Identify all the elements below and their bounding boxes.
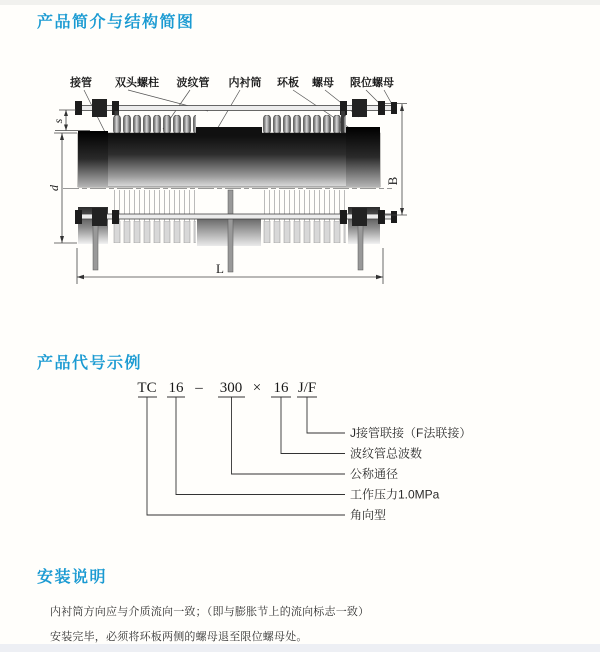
- label-nut: 螺母: [312, 77, 334, 89]
- label-liner: 内衬筒: [228, 77, 262, 89]
- upper-shell: [78, 127, 380, 187]
- label-ring-plate: 环板: [277, 77, 299, 89]
- dim-label-L: L: [216, 261, 224, 276]
- bellows-right-group: [262, 115, 346, 134]
- code-segment-dn: 300: [219, 380, 243, 396]
- label-limit-nut: 限位螺母: [350, 77, 394, 89]
- install-instruction-line-1: 内衬筒方向应与介质流向一致；（即与膨胀节上的流向标志一致）: [50, 606, 370, 618]
- dimension-s: [51, 110, 90, 131]
- label-bellows: 波纹管: [176, 77, 210, 89]
- callout-connection: J接管联接（F法联接）: [350, 426, 472, 440]
- dimension-B: [384, 104, 407, 215]
- code-separator-dash: –: [195, 380, 203, 396]
- code-segment-type: TC: [137, 380, 157, 396]
- section-title-code: 产品代号示例: [37, 355, 143, 372]
- code-callout-lines: [138, 397, 345, 515]
- page-bottom-edge: [0, 644, 600, 652]
- bellows-left-group: [112, 115, 196, 134]
- dim-label-s: s: [51, 118, 65, 124]
- label-connecting-pipe: 接管: [70, 77, 92, 89]
- lower-section: [78, 190, 380, 272]
- section-title-install: 安装说明: [37, 569, 108, 586]
- code-segment-waves: 16: [273, 380, 289, 396]
- callout-angular-type: 角向型: [350, 508, 387, 522]
- label-stud: 双头螺柱: [115, 77, 159, 89]
- product-code-diagram: [0, 370, 600, 535]
- callout-working-pressure: 工作压力1.0MPa: [350, 487, 440, 502]
- code-segment-connection: J/F: [297, 380, 317, 396]
- code-separator-times: ×: [252, 380, 262, 396]
- code-segment-pressure: 16: [168, 380, 184, 396]
- callout-nominal-diameter: 公称通径: [350, 467, 399, 481]
- dim-label-B: B: [385, 176, 400, 186]
- section-title-intro: 产品简介与结构简图: [37, 14, 195, 31]
- callout-wave-count: 波纹管总波数: [350, 446, 423, 461]
- dim-label-d: d: [47, 185, 61, 191]
- dimension-d: [47, 133, 77, 243]
- install-instruction-line-2: 安装完毕，必须将环板两侧的螺母退至限位螺母处。: [50, 631, 308, 643]
